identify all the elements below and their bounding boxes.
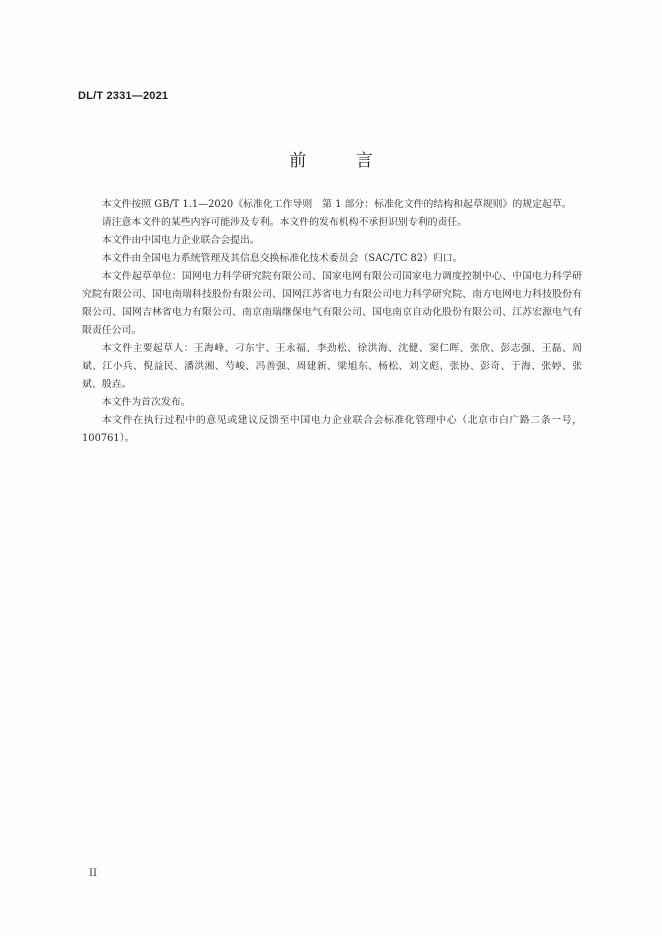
page-number: II xyxy=(89,868,97,879)
document-code: DL/T 2331—2021 xyxy=(78,90,169,102)
paragraph-proposer: 本文件由中国电力企业联合会提出。 xyxy=(101,235,260,246)
paragraph-patent-notice: 请注意本文件的某些内容可能涉及专利。本文件的发布机构不承担识别专利的责任。 xyxy=(101,217,468,228)
paragraph-committee: 本文件由全国电力系统管理及其信息交换标准化技术委员会（SAC/TC 82）归口。 xyxy=(101,253,463,264)
paragraph-feedback: 本文件在执行过程中的意见或建议反馈至中国电力企业联合会标准化管理中心（北京市白广路二条一号，100761）。 xyxy=(82,415,582,444)
foreword-body xyxy=(82,196,582,448)
paragraph-drafting-rules: 本文件按照 GB/T 1.1—2020《标准化工作导则 第 1 部分：标准化文件的结构和起草规则》的规定起草。 xyxy=(101,199,572,210)
page-title: 前 言 xyxy=(289,151,395,171)
paragraph-drafting-units: 本文件起草单位：国网电力科学研究院有限公司、国家电网有限公司国家电力调度控制中心、中国电力科学研究院有限公司、国电南瑞科技股份有限公司、国网江苏省电力有限公司电力科学研究院、南方电网电力科技股份有限公司、国网吉林省电力有限公司、南京南瑞继保电气有限公司、国电南京自动化股份有限公司、江苏宏源电气有限责任公司。 xyxy=(82,271,582,336)
paragraph-first-issue: 本文件为首次发布。 xyxy=(101,397,191,408)
paragraph-drafters: 本文件主要起草人：王海峰、刁东宇、王永福、李劲松、徐洪海、沈健、窦仁晖、张欣、彭志强、王磊、周斌、江小兵、倪益民、潘洪湘、芍峻、冯善强、周建新、梁旭东、杨松、刘文彪、张协、彭奇、于海、张婷、张斌、殷垚。 xyxy=(82,343,582,390)
